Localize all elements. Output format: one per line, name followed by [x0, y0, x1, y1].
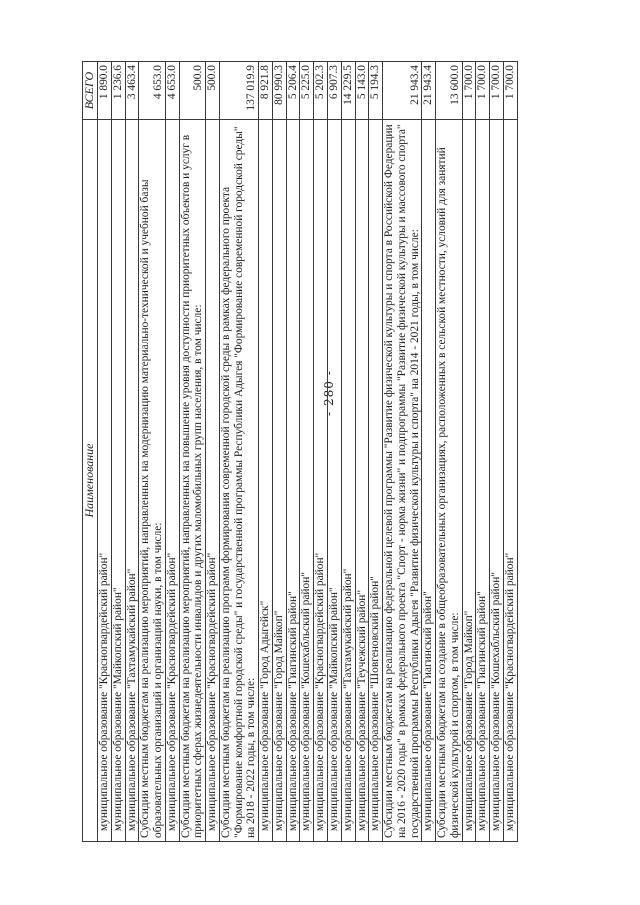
- row-total: 21 943.4: [383, 62, 422, 120]
- table-row: [369, 62, 383, 842]
- table-row: [383, 62, 422, 842]
- row-name: муниципальное образование "Шовгеновский район": [369, 120, 383, 842]
- row-total: 5 194.3: [369, 62, 383, 120]
- row-total: 8 921.8: [259, 62, 273, 120]
- row-name: муниципальное образование "Красногвардейский район": [165, 120, 179, 842]
- table-row: [259, 62, 273, 842]
- table-row: [165, 62, 179, 842]
- row-name: муниципальное образование "Майкопский район": [328, 120, 342, 842]
- table-row: [436, 62, 463, 842]
- row-total: 80 990.3: [272, 62, 286, 120]
- row-total: 4 653.0: [139, 62, 166, 120]
- budget-table: [82, 61, 518, 842]
- row-total: 6 907.3: [328, 62, 342, 120]
- row-total: 13 600.0: [436, 62, 463, 120]
- table-row: [490, 62, 504, 842]
- row-name: муниципальное образование "Майкопский район": [111, 120, 125, 842]
- table-row: [98, 62, 112, 842]
- row-total: 1 700.0: [490, 62, 504, 120]
- table-row: [286, 62, 300, 842]
- row-total: 5 206.4: [286, 62, 300, 120]
- row-name: Субсидии местным бюджетам на реализацию мероприятий, направленных на модернизацию материально-технической и учебной базы образовательных организаций и организаций науки, в том числе:: [139, 120, 166, 842]
- table-row: [341, 62, 355, 842]
- row-name: муниципальное образование "Кошехабльский район": [490, 120, 504, 842]
- row-total: 500.0: [206, 62, 220, 120]
- table-row: [462, 62, 476, 842]
- row-name: муниципальное образование "Теучежский район": [355, 120, 369, 842]
- table-row: [476, 62, 490, 842]
- row-total: 1 700.0: [503, 62, 517, 120]
- table-row: [422, 62, 436, 842]
- row-name: муниципальное образование "Красногвардейский район": [98, 120, 112, 842]
- table-body: [98, 62, 518, 842]
- row-name: муниципальное образование "Город Майкоп": [272, 120, 286, 842]
- table-row: [111, 62, 125, 842]
- row-name: муниципальное образование "Гиагинский район": [422, 120, 436, 842]
- row-name: муниципальное образование "Гиагинский район": [286, 120, 300, 842]
- table-header-row: [83, 62, 98, 842]
- page-number: - 280 -: [321, 370, 336, 416]
- row-name: муниципальное образование "Кошехабльский район": [300, 120, 314, 842]
- row-total: 14 229.5: [341, 62, 355, 120]
- row-total: 1 890.0: [98, 62, 112, 120]
- row-name: муниципальное образование "Город Адыгейск": [259, 120, 273, 842]
- table-row: [272, 62, 286, 842]
- row-total: 1 700.0: [476, 62, 490, 120]
- row-total: 1 236.6: [111, 62, 125, 120]
- row-name: муниципальное образование "Тахтамукайский район": [125, 120, 139, 842]
- table-row: [328, 62, 342, 842]
- row-name: муниципальное образование "Гиагинский район": [476, 120, 490, 842]
- table-row: [139, 62, 166, 842]
- table-row: [179, 62, 206, 842]
- column-header-name: Наименование: [83, 120, 98, 842]
- row-name: муниципальное образование "Город Майкоп": [462, 120, 476, 842]
- column-header-total: ВСЕГО: [83, 62, 98, 120]
- row-total: 5 143.0: [355, 62, 369, 120]
- row-name: Субсидии местным бюджетам на создание в общеобразовательных организациях, расположенных в сельской местности, условий для занятий физической культурой и спортом, в том числе:: [436, 120, 463, 842]
- row-total: 21 943.4: [422, 62, 436, 120]
- table-row: [219, 62, 258, 842]
- row-name: муниципальное образование "Красногвардейский район": [314, 120, 328, 842]
- row-name: муниципальное образование "Красногвардейский район": [503, 120, 517, 842]
- row-total: 500.0: [179, 62, 206, 120]
- row-name: Субсидии местным бюджетам на реализацию федеральной целевой программы "Развитие физической культуры и спорта в Российской Федерации на 2016 - 2020 годы" в рамках федерального проекта "Спорт - норма жизни" и подпрограммы "Развитие физической культуры и массового спорта" государственной программы Республики Адыгея "Развитие физической культуры и спорта" на 2014 - 2021 годы, в том числе:: [383, 120, 422, 842]
- table-row: [125, 62, 139, 842]
- row-total: 5 202.3: [314, 62, 328, 120]
- row-name: Субсидии местным бюджетам на реализацию мероприятий, направленных на повышение уровня доступности приоритетных объектов и услуг в приоритетных сферах жизнедеятельности инвалидов и других маломобильных групп населения, в том числе:: [179, 120, 206, 842]
- table-row: [314, 62, 328, 842]
- table-row: [355, 62, 369, 842]
- table-row: [300, 62, 314, 842]
- row-total: 137 019.9: [219, 62, 258, 120]
- row-total: 4 653.0: [165, 62, 179, 120]
- row-name: муниципальное образование "Красногвардейский район": [206, 120, 220, 842]
- row-total: 5 225.0: [300, 62, 314, 120]
- row-total: 1 700.0: [462, 62, 476, 120]
- row-name: муниципальное образование "Тахтамукайский район": [341, 120, 355, 842]
- budget-table-container: [82, 62, 602, 842]
- table-row: [206, 62, 220, 842]
- row-total: 3 463.4: [125, 62, 139, 120]
- row-name: Субсидии местным бюджетам на реализацию программ формирования современной городской среды в рамках федерального проекта "Формирование комфортной городской среды" и государственной программы Республики Адыгея "Формирование современной городской среды" на 2018 - 2022 годы, в том числе:: [219, 120, 258, 842]
- table-row: [503, 62, 517, 842]
